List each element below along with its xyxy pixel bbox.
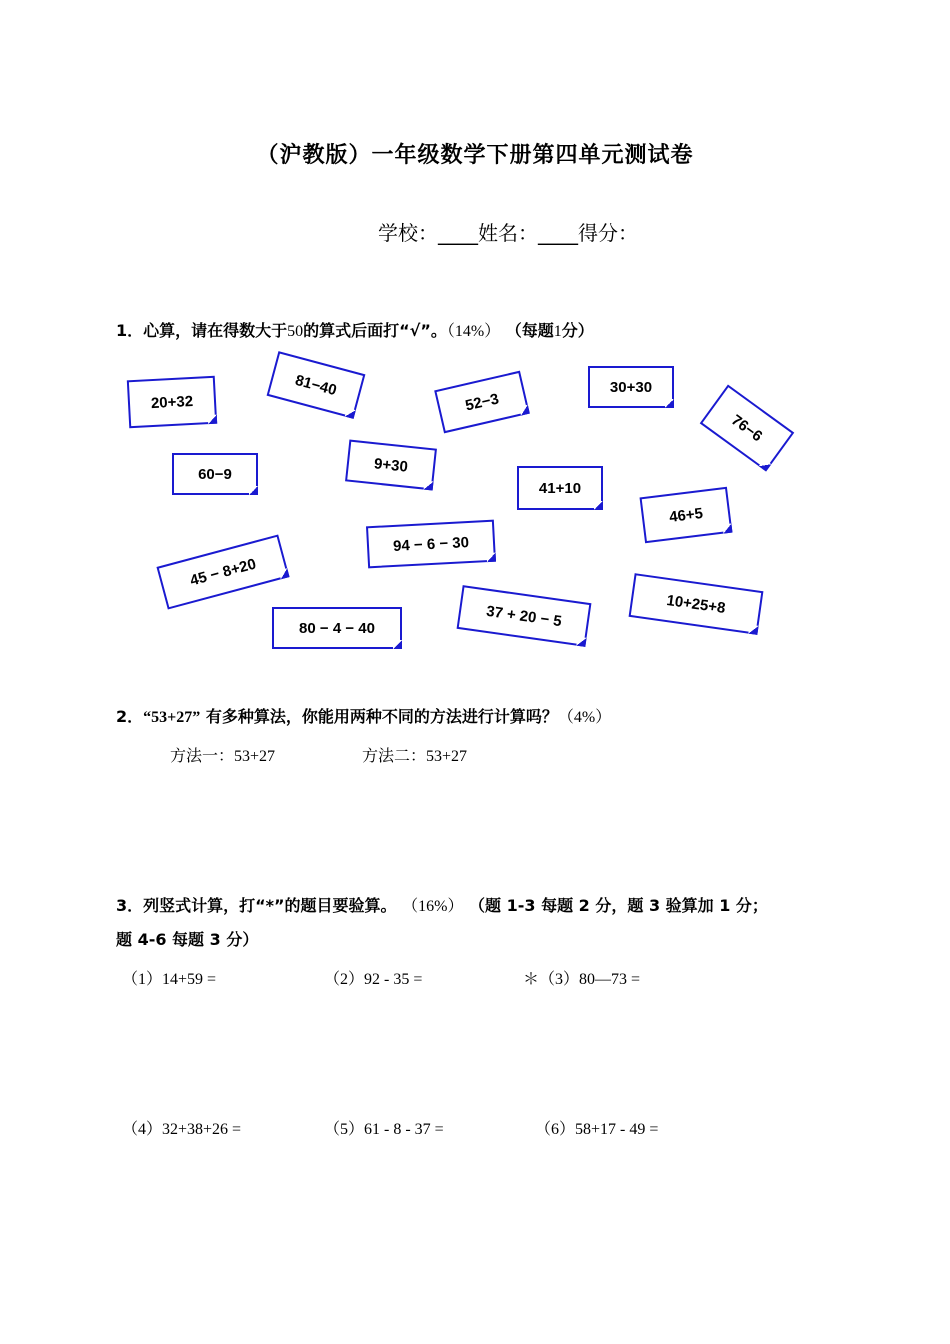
q2-percent: （4%） <box>557 709 612 726</box>
q3-text: 3．列竖式计算，打“*”的题目要验算。 <box>116 896 397 915</box>
q2-number: 2． <box>116 707 144 726</box>
q1-text: 1．心算，请在得数大于 <box>116 321 288 340</box>
method-2 <box>362 743 467 766</box>
expression-card: 76−6 <box>700 384 795 471</box>
q3-scoring-2: 题 4-6 每题 3 分） <box>116 930 259 949</box>
q3-percent: （16%） <box>402 898 464 915</box>
method-1-label: 方法一： <box>170 746 235 765</box>
expression-card: 30+30 <box>588 366 674 408</box>
expression-card: 52−3 <box>434 371 530 434</box>
expression-card: 20+32 <box>127 376 217 429</box>
vertical-calc-item: （1）14+59 = <box>122 971 217 988</box>
expression-card: 94 − 6 − 30 <box>366 520 496 569</box>
expression-card: 37 + 20 − 5 <box>457 585 592 647</box>
q2-text: 有多种算法，你能用两种不同的方法进行计算吗？ <box>205 707 558 726</box>
q1-threshold: 50 <box>287 323 304 340</box>
q1-per-a: （每题 <box>505 321 554 340</box>
vertical-calc-item: （2）92 - 35 = <box>324 971 423 988</box>
student-info-line: 学校：____姓名：____得分： <box>378 221 638 245</box>
expression-card: 80 − 4 − 40 <box>272 607 402 649</box>
expression-card: 9+30 <box>345 440 437 491</box>
method-2-label: 方法二： <box>362 746 427 765</box>
expression-card: 81−40 <box>267 351 366 419</box>
page-title: （沪教版）一年级数学下册第四单元测试卷 <box>256 143 694 168</box>
question-2-heading <box>116 704 611 727</box>
expression-card: 45 − 8+20 <box>156 534 289 609</box>
q1-per-b: 分） <box>561 321 594 340</box>
method-1 <box>170 743 275 766</box>
expression-card: 60−9 <box>172 453 258 495</box>
vertical-calc-item: ＊（3）80—73 = <box>523 971 641 988</box>
vertical-calc-item: （6）58+17 - 49 = <box>535 1121 659 1138</box>
expression-card: 10+25+8 <box>629 573 764 635</box>
q1-text-2: 的算式后面打“√”。 <box>303 321 447 340</box>
q1-per-num: 1 <box>553 323 562 340</box>
method-2-expression: 53+27 <box>426 748 468 765</box>
vertical-calc-item: （5）61 - 8 - 37 = <box>324 1121 444 1138</box>
question-1-heading <box>116 318 594 341</box>
method-1-expression: 53+27 <box>234 748 276 765</box>
q1-percent: （14%） <box>446 323 501 340</box>
question-3-heading <box>116 893 768 916</box>
expression-card: 46+5 <box>640 487 733 543</box>
q2-expression: “53+27” <box>143 709 201 726</box>
q3-scoring-1: （题 1-3 每题 2 分，题 3 验算加 1 分； <box>469 896 768 915</box>
vertical-calc-item: （4）32+38+26 = <box>122 1121 242 1138</box>
expression-card: 41+10 <box>517 466 603 510</box>
